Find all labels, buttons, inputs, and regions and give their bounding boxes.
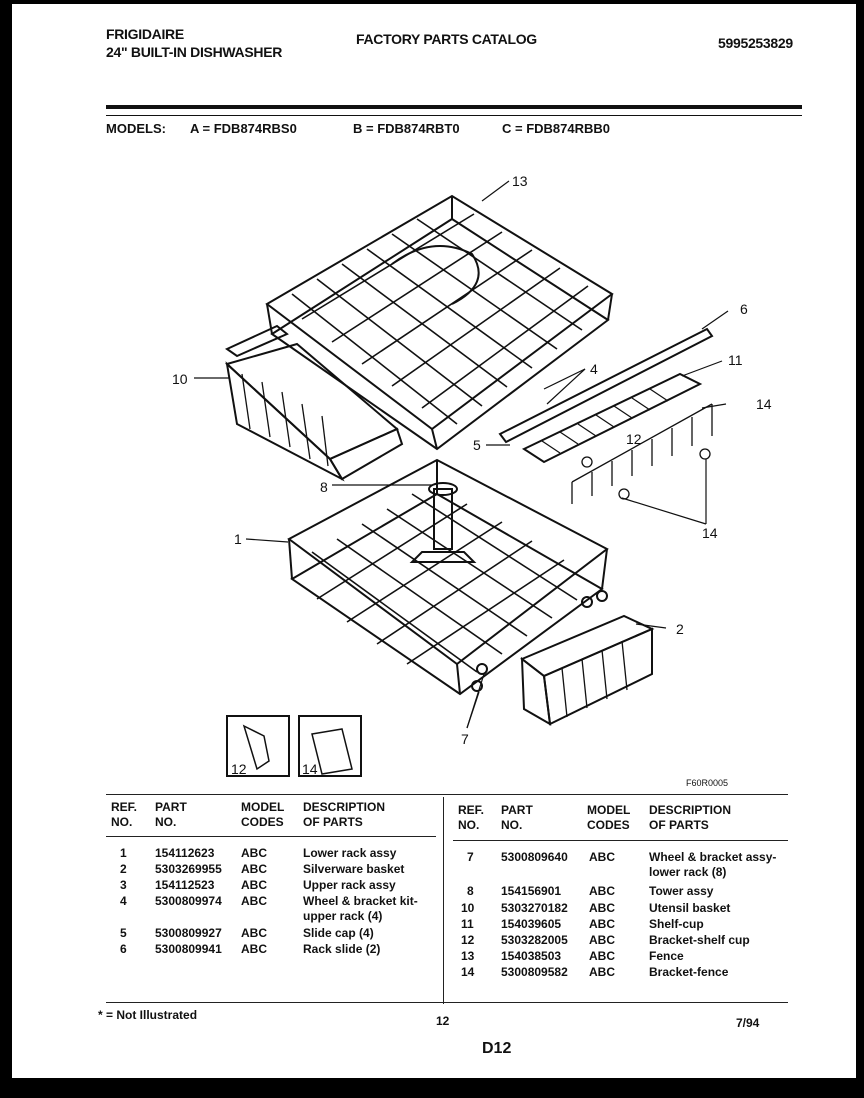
model-codes: ABC bbox=[589, 917, 615, 931]
table-top-rule bbox=[106, 794, 788, 795]
description: Bracket-shelf cup bbox=[649, 933, 750, 947]
part-no: 5303269955 bbox=[155, 862, 222, 876]
silverware-basket-drawing bbox=[522, 616, 652, 724]
model-codes: ABC bbox=[241, 894, 267, 908]
part-no: 154156901 bbox=[501, 884, 562, 898]
brand-name: FRIGIDAIRE bbox=[106, 26, 184, 42]
model-a: A = FDB874RBS0 bbox=[190, 121, 297, 136]
header-desc-left: DESCRIPTION OF PARTS bbox=[303, 800, 386, 829]
callout-7: 7 bbox=[461, 731, 469, 747]
part-no: 5300809582 bbox=[501, 965, 568, 979]
model-codes: ABC bbox=[589, 884, 615, 898]
table-bottom-rule bbox=[106, 1002, 788, 1003]
header-part-right: PART NO. bbox=[501, 803, 533, 832]
model-codes: ABC bbox=[589, 901, 615, 915]
description: Rack slide (2) bbox=[303, 942, 381, 956]
ref-no: 8 bbox=[467, 884, 474, 898]
part-no: 5300809941 bbox=[155, 942, 222, 956]
callout-13: 14 bbox=[756, 396, 772, 412]
model-b: B = FDB874RBT0 bbox=[353, 121, 460, 136]
part-no: 5300809974 bbox=[155, 894, 222, 908]
model-codes: ABC bbox=[241, 862, 267, 876]
product-name: 24" BUILT-IN DISHWASHER bbox=[106, 44, 283, 60]
callout-4: 4 bbox=[590, 361, 598, 377]
header-rule-right bbox=[453, 840, 788, 841]
part-no: 154112523 bbox=[155, 878, 215, 892]
model-codes: ABC bbox=[589, 933, 615, 947]
callout-11: 11 bbox=[728, 352, 743, 368]
header-ref-left: REF. NO. bbox=[111, 800, 138, 829]
catalog-page bbox=[12, 4, 856, 1078]
upper-rack-drawing bbox=[267, 196, 612, 449]
ref-no: 2 bbox=[120, 862, 127, 876]
ref-no: 3 bbox=[120, 878, 127, 892]
callout-8: 8 bbox=[320, 479, 328, 495]
part-no: 154039605 bbox=[501, 917, 562, 931]
description: Wheel & bracket kit- upper rack (4) bbox=[303, 894, 418, 923]
description: Bracket-fence bbox=[649, 965, 729, 979]
description: Utensil basket bbox=[649, 901, 731, 915]
header-desc-right: DESCRIPTION OF PARTS bbox=[649, 803, 732, 832]
description: Fence bbox=[649, 949, 684, 963]
description: Shelf-cup bbox=[649, 917, 704, 931]
revision-date: 7/94 bbox=[736, 1016, 760, 1030]
model-codes: ABC bbox=[589, 965, 615, 979]
header-model-right: MODEL CODES bbox=[587, 803, 631, 832]
ref-no: 14 bbox=[461, 965, 475, 979]
lower-rack-drawing bbox=[289, 460, 607, 694]
callout-3: 13 bbox=[512, 173, 528, 189]
exploded-parts-diagram bbox=[12, 4, 856, 794]
ref-no: 13 bbox=[461, 949, 475, 963]
ref-no: 12 bbox=[461, 933, 475, 947]
description: Tower assy bbox=[649, 884, 714, 898]
header-rule-left bbox=[106, 836, 436, 837]
part-no: 5303270182 bbox=[501, 901, 568, 915]
description: Lower rack assy bbox=[303, 846, 397, 860]
not-illustrated-note: * = Not Illustrated bbox=[98, 1008, 198, 1022]
page-number: 12 bbox=[436, 1014, 450, 1028]
description: Wheel & bracket assy- lower rack (8) bbox=[649, 850, 777, 879]
model-codes: ABC bbox=[589, 949, 615, 963]
ref-no: 7 bbox=[467, 850, 474, 864]
section-code: D12 bbox=[482, 1040, 512, 1057]
ref-no: 10 bbox=[461, 901, 475, 915]
callout-6: 6 bbox=[740, 301, 748, 317]
model-c: C = FDB874RBB0 bbox=[502, 121, 611, 136]
callout-2: 2 bbox=[676, 621, 684, 637]
callout-12: 12 bbox=[626, 431, 642, 447]
callout-1: 1 bbox=[234, 531, 242, 547]
part-no: 5303282005 bbox=[501, 933, 568, 947]
ref-no: 6 bbox=[120, 942, 127, 956]
part-no: 5300809640 bbox=[501, 850, 568, 864]
header-part-left: PART NO. bbox=[155, 800, 187, 829]
model-codes: ABC bbox=[241, 878, 267, 892]
ref-no: 5 bbox=[120, 926, 127, 940]
models-label: MODELS: bbox=[106, 121, 166, 136]
callout-10: 10 bbox=[172, 371, 188, 387]
diagram-code: F60R0005 bbox=[686, 778, 729, 788]
header-ref-right: REF. NO. bbox=[458, 803, 485, 832]
part-no: 154112623 bbox=[155, 846, 215, 860]
part-no: 5300809927 bbox=[155, 926, 222, 940]
model-codes: ABC bbox=[241, 942, 267, 956]
rack-slide-drawing bbox=[500, 329, 712, 442]
fence-drawing bbox=[572, 404, 712, 504]
catalog-title: FACTORY PARTS CATALOG bbox=[356, 31, 537, 47]
callout-14: 14 bbox=[702, 525, 718, 541]
description: Silverware basket bbox=[303, 862, 405, 876]
description: Upper rack assy bbox=[303, 878, 396, 892]
model-codes: ABC bbox=[589, 850, 615, 864]
table-divider bbox=[443, 797, 444, 1004]
callout-5: 5 bbox=[473, 437, 481, 453]
model-codes: ABC bbox=[241, 926, 267, 940]
catalog-number: 5995253829 bbox=[718, 35, 793, 51]
part-no: 154038503 bbox=[501, 949, 562, 963]
inset-label-12: 12 bbox=[231, 761, 247, 777]
ref-no: 11 bbox=[461, 917, 474, 931]
utensil-basket-drawing bbox=[227, 326, 402, 479]
model-codes: ABC bbox=[241, 846, 267, 860]
header-model-left: MODEL CODES bbox=[241, 800, 285, 829]
description: Slide cap (4) bbox=[303, 926, 374, 940]
inset-label-14: 14 bbox=[302, 761, 318, 777]
ref-no: 4 bbox=[120, 894, 127, 908]
ref-no: 1 bbox=[120, 846, 127, 860]
